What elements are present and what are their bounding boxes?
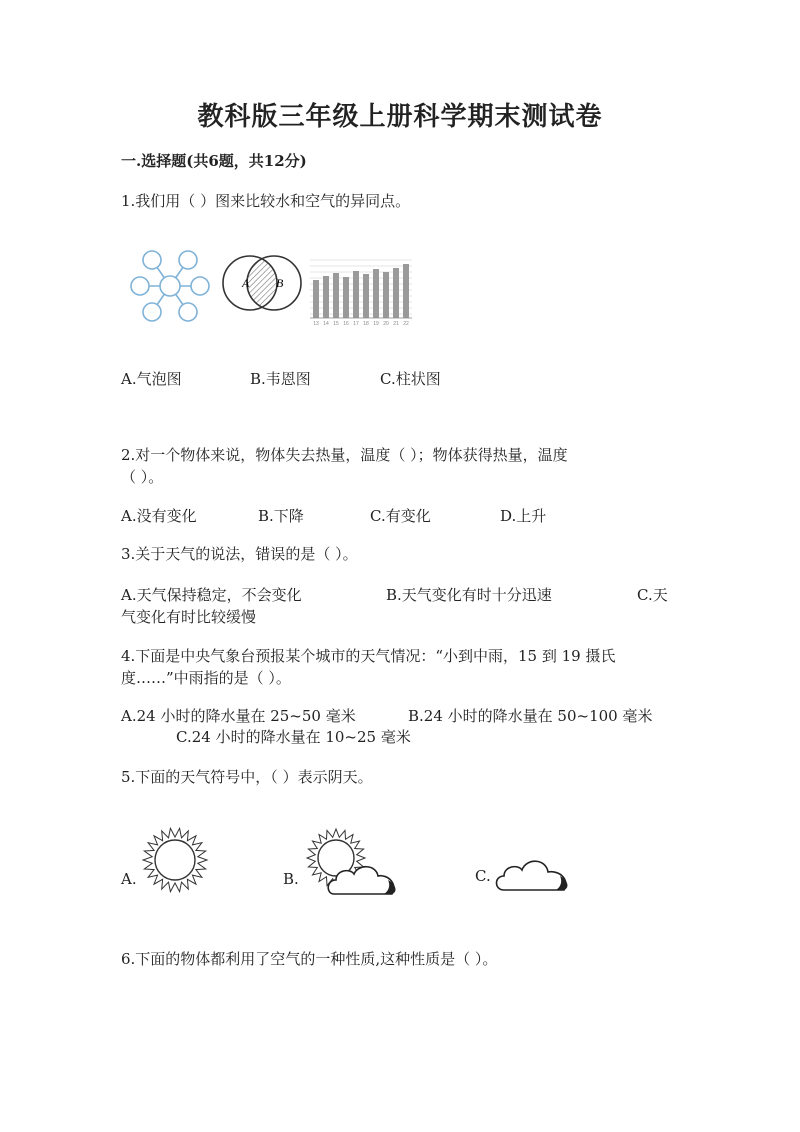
question-4-stem-line-1: 4.下面是中央气象台预报某个城市的天气情况：“小到中雨，15 到 19 摄氏: [121, 647, 616, 665]
page-title: 教科版三年级上册科学期末测试卷: [197, 102, 603, 132]
question-6-stem: 6.下面的物体都利用了空气的一种性质,这种性质是（ ）。: [121, 950, 498, 968]
venn-label-a: A: [242, 276, 250, 290]
q1-option-b[interactable]: B.韦恩图: [250, 370, 311, 388]
q4-option-c[interactable]: C.24 小时的降水量在 10~25 毫米: [176, 728, 411, 746]
question-5-stem: 5.下面的天气符号中，（ ）表示阴天。: [121, 768, 373, 786]
bar-2: [323, 276, 329, 318]
q1-option-a[interactable]: A.气泡图: [121, 370, 182, 388]
partly-cloudy-weather-icon: [304, 828, 404, 906]
q4-option-a[interactable]: A.24 小时的降水量在 25~50 毫米: [121, 707, 356, 725]
section-heading: 一.选择题(共6题，共12分): [121, 152, 307, 170]
bar-10: [403, 264, 409, 318]
q5-option-b[interactable]: B.: [283, 870, 299, 888]
q5-option-a[interactable]: A.: [121, 870, 137, 888]
q3-option-b[interactable]: B.天气变化有时十分迅速: [386, 586, 552, 604]
bar-4: [343, 277, 349, 318]
sunny-weather-icon: [140, 826, 210, 894]
venn-label-b: B: [276, 276, 284, 290]
bar-7: [373, 269, 379, 318]
bar-chart-figure: [306, 254, 416, 328]
q4-option-b[interactable]: B.24 小时的降水量在 50~100 毫米: [408, 707, 653, 725]
venn-diagram-figure: [222, 252, 302, 314]
question-4-stem-line-2: 度……”中雨指的是（ ）。: [121, 669, 291, 687]
q2-option-d[interactable]: D.上升: [500, 507, 547, 525]
q2-option-c[interactable]: C.有变化: [370, 507, 431, 525]
question-2-stem-line-2: （ ）。: [121, 468, 164, 486]
question-3-stem: 3.关于天气的说法，错误的是（ ）。: [121, 545, 358, 563]
bar-tick-label: 15: [333, 321, 339, 327]
bar-6: [363, 274, 369, 318]
question-2-stem-line-1: 2.对一个物体来说，物体失去热量，温度（ ）；物体获得热量，温度: [121, 446, 568, 464]
question-1-stem: 1.我们用（ ）图来比较水和空气的异同点。: [121, 192, 411, 210]
bar-1: [313, 280, 319, 318]
bar-tick-label: 18: [363, 321, 369, 327]
bubble-map-figure: [128, 248, 212, 324]
bar-8: [383, 272, 389, 318]
q3-option-a[interactable]: A.天气保持稳定，不会变化: [121, 586, 302, 604]
bar-9: [393, 268, 399, 318]
bar-tick-label: 16: [343, 321, 349, 327]
q1-option-c[interactable]: C.柱状图: [380, 370, 441, 388]
bar-tick-label: 14: [323, 321, 329, 327]
bar-tick-label: 19: [373, 321, 379, 327]
bar-tick-label: 17: [353, 321, 359, 327]
bar-tick-label: 21: [393, 321, 399, 327]
bar-tick-label: 20: [383, 321, 389, 327]
q2-option-b[interactable]: B.下降: [258, 507, 304, 525]
q5-option-c[interactable]: C.: [475, 867, 491, 885]
q3-option-c-part-1[interactable]: C.天: [637, 586, 668, 604]
cloudy-weather-icon: [492, 850, 572, 896]
bar-tick-label: 22: [403, 321, 409, 327]
q3-option-c-part-2[interactable]: 气变化有时比较缓慢: [121, 608, 257, 626]
q2-option-a[interactable]: A.没有变化: [121, 507, 197, 525]
bar-5: [353, 271, 359, 318]
bar-3: [333, 273, 339, 318]
bar-tick-label: 13: [313, 321, 319, 327]
